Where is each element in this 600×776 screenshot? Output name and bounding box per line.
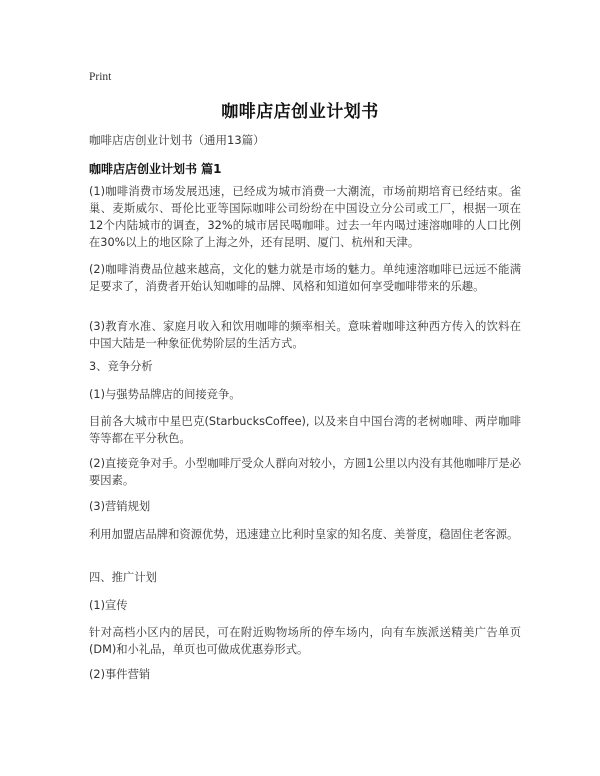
section-heading: 咖啡店店创业计划书 篇1 xyxy=(89,162,222,176)
page-title: 咖啡店店创业计划书 xyxy=(221,102,379,122)
document-subtitle: 咖啡店店创业计划书（通用13篇） xyxy=(89,133,265,147)
heading-publicity: (1)宣传 xyxy=(89,599,128,612)
paragraph-brands: 目前各大城市中星巴克(StarbucksCoffee), 以及来自中国台湾的老树咖啡、两岸咖啡等等都在平分秋色。 xyxy=(89,415,521,445)
paragraph-education: (3)教育水准、家庭月收入和饮用咖啡的频率相关。意味着咖啡这种西方传入的饮料在中国大陆是一种象征优势阶层的生活方式。 xyxy=(89,320,521,350)
heading-marketing-plan: (3)营销规划 xyxy=(89,500,151,513)
heading-event-marketing: (2)事件营销 xyxy=(89,668,151,681)
heading-competition: 3、竞争分析 xyxy=(89,360,153,373)
print-label[interactable]: Print xyxy=(89,71,112,83)
paragraph-indirect-competition: (1)与强势品牌店的间接竞争。 xyxy=(89,388,241,401)
heading-promotion-plan: 四、推广计划 xyxy=(89,571,157,584)
paragraph-publicity: 针对高档小区内的居民，可在附近购物场所的停车场内，向有车族派送精美广告单页(DM)和小礼品，单页也可做成优惠券形式。 xyxy=(89,626,521,656)
paragraph-taste: (2)咖啡消费品位越来越高，文化的魅力就是市场的魅力。单纯速溶咖啡已远远不能满足要求了，消费者开始认知咖啡的品牌、风格和知道如何享受咖啡带来的乐趣。 xyxy=(89,263,521,293)
paragraph-franchise: 利用加盟店品牌和资源优势，迅速建立比利时皇家的知名度、美誉度，稳固住老客源。 xyxy=(89,528,519,541)
paragraph-market-growth: (1)咖啡消费市场发展迅速，已经成为城市消费一大潮流，市场前期培育已经结束。雀巢、麦斯威尔、哥伦比亚等国际咖啡公司纷纷在中国设立分公司或工厂，根据一项在12个内陆城市的调查，32%的城市居民喝咖啡。过去一年内喝过速溶咖啡的人口比例在30%以上的地区除了上海之外，还有昆明、厦门、杭州和天津。 xyxy=(89,185,521,249)
paragraph-direct-competition: (2)直接竞争对手。小型咖啡厅受众人群向对较小，方圆1公里以内没有其他咖啡厅是必要因素。 xyxy=(89,457,521,487)
